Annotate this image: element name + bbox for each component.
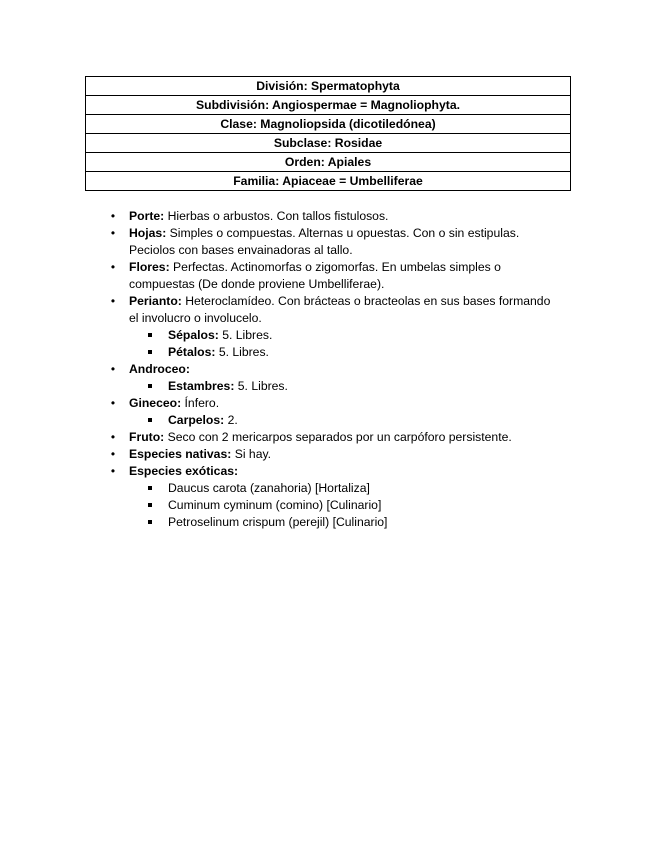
subitem-label: Estambres: (168, 379, 235, 393)
characteristics-list (0, 208, 655, 531)
bullet-icon: • (110, 396, 116, 410)
subitem-sepalos (0, 327, 655, 344)
subitem-label: Carpelos: (168, 413, 225, 427)
list-item-androceo (0, 361, 655, 378)
bullet-icon: • (110, 447, 116, 461)
item-text: Perfectas. Actinomorfas o zigomorfas. En umbelas simples o compuestas (De donde proviene Umbelliferae). (129, 260, 501, 291)
list-item-especies-exoticas (0, 463, 655, 480)
subitem-carpelos (0, 412, 655, 429)
subitem-daucus-carota (0, 480, 655, 497)
item-text: Si hay. (234, 447, 272, 461)
subitem-petalos (0, 344, 655, 361)
table-row (86, 96, 571, 115)
taxonomy-table (85, 76, 571, 191)
list-item-fruto (0, 429, 655, 446)
item-label: Flores: (129, 260, 170, 274)
square-bullet-icon (148, 350, 152, 354)
item-text: Hierbas o arbustos. Con tallos fistulosos. (167, 209, 389, 223)
subitem-text: 5. Libres. (237, 379, 288, 393)
item-label: Fruto: (129, 430, 165, 444)
square-bullet-icon (148, 418, 152, 422)
list-item-perianto (0, 293, 655, 327)
table-row (86, 115, 571, 134)
subitem-text: Cuminum cyminum (comino) [Culinario] (168, 498, 382, 512)
square-bullet-icon (148, 503, 152, 507)
bullet-icon: • (110, 464, 116, 478)
bullet-icon: • (110, 294, 116, 308)
taxonomy-subdivision: Subdivisión: Angiospermae = Magnoliophyta. (86, 96, 571, 115)
taxonomy-division: División: Spermatophyta (86, 77, 571, 96)
bullet-icon: • (110, 362, 116, 376)
item-text: Seco con 2 mericarpos separados por un carpóforo persistente. (167, 430, 512, 444)
item-label: Androceo: (129, 362, 190, 376)
bullet-icon: • (110, 209, 116, 223)
item-label: Porte: (129, 209, 165, 223)
subitem-petroselinum-crispum (0, 514, 655, 531)
subitem-cuminum-cyminum (0, 497, 655, 514)
bullet-icon: • (110, 226, 116, 240)
taxonomy-subclass: Subclase: Rosidae (86, 134, 571, 153)
subitem-text: 2. (227, 413, 238, 427)
table-row (86, 134, 571, 153)
table-row (86, 77, 571, 96)
item-label: Hojas: (129, 226, 167, 240)
item-label: Especies exóticas: (129, 464, 239, 478)
subitem-text: Petroselinum crispum (perejil) [Culinario] (168, 515, 388, 529)
subitem-text: 5. Libres. (218, 345, 269, 359)
subitem-label: Sépalos: (168, 328, 219, 342)
bullet-icon: • (110, 430, 116, 444)
square-bullet-icon (148, 486, 152, 490)
subitem-estambres (0, 378, 655, 395)
table-row (86, 153, 571, 172)
item-label: Perianto: (129, 294, 182, 308)
item-label: Especies nativas: (129, 447, 232, 461)
square-bullet-icon (148, 384, 152, 388)
list-item-gineceo (0, 395, 655, 412)
list-item-porte (0, 208, 655, 225)
taxonomy-family: Familia: Apiaceae = Umbelliferae (86, 172, 571, 191)
list-item-especies-nativas (0, 446, 655, 463)
taxonomy-order: Orden: Apiales (86, 153, 571, 172)
list-item-hojas (0, 225, 655, 259)
subitem-label: Pétalos: (168, 345, 216, 359)
item-text: Heteroclamídeo. Con brácteas o bracteolas en sus bases formando el involucro o involucelo. (129, 294, 551, 325)
table-row (86, 172, 571, 191)
item-label: Gineceo: (129, 396, 182, 410)
item-text: Ínfero. (184, 396, 220, 410)
square-bullet-icon (148, 520, 152, 524)
item-text: Simples o compuestas. Alternas u opuestas. Con o sin estipulas. Peciolos con bases envainadoras al tallo. (129, 226, 520, 257)
subitem-text: Daucus carota (zanahoria) [Hortaliza] (168, 481, 370, 495)
bullet-icon: • (110, 260, 116, 274)
subitem-text: 5. Libres. (222, 328, 273, 342)
square-bullet-icon (148, 333, 152, 337)
list-item-flores (0, 259, 655, 293)
taxonomy-class: Clase: Magnoliopsida (dicotiledónea) (86, 115, 571, 134)
